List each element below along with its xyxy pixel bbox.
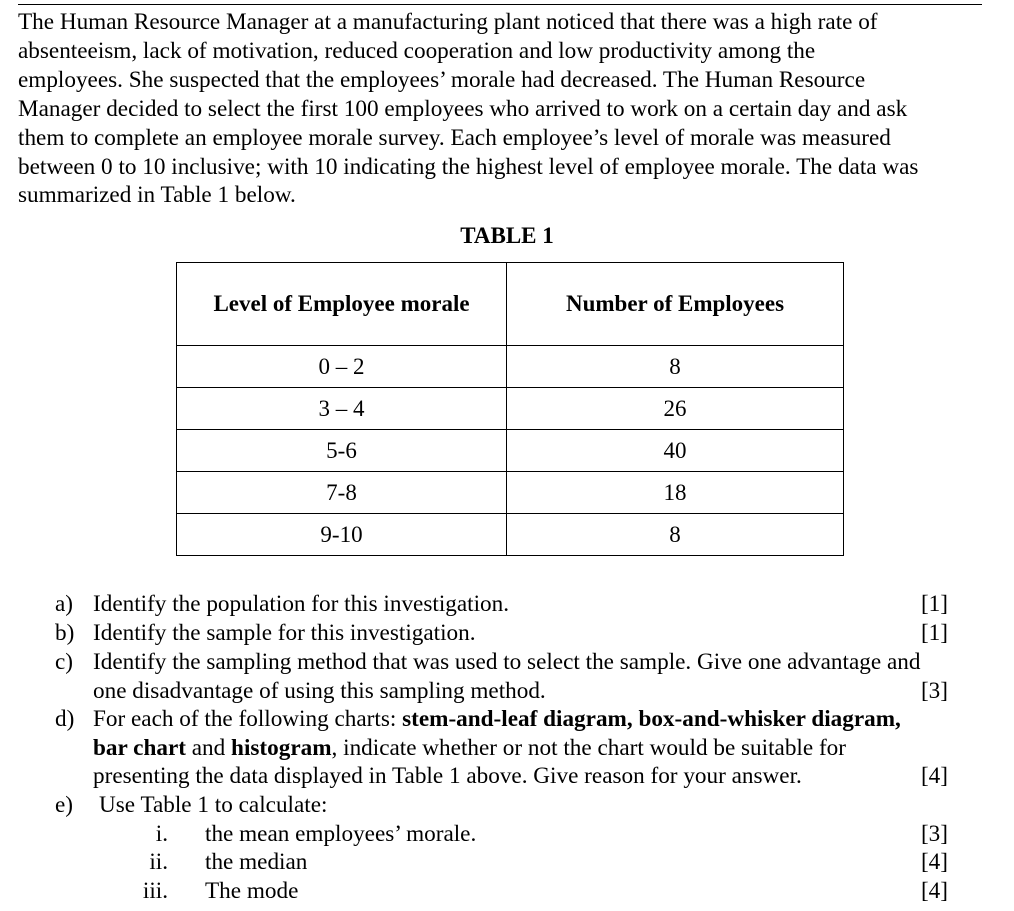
chart-types-bold: stem-and-leaf diagram, box-and-whisker diagram, — [402, 706, 901, 732]
question-text: one disadvantage of using this sampling method. — [93, 677, 546, 704]
employee-count-cell: 26 — [507, 388, 844, 430]
question-label: d) — [55, 706, 75, 732]
question-label: a) — [55, 591, 74, 617]
subquestion-label: i. — [155, 820, 168, 847]
table-row — [177, 346, 844, 388]
intro-line: between 0 to 10 inclusive; with 10 indicating the highest level of employee morale. The data was — [18, 153, 919, 180]
intro-line: absenteeism, lack of motivation, reduced cooperation and low productivity among the — [18, 37, 816, 64]
morale-level-cell: 0 – 2 — [177, 346, 507, 388]
subquestion-text: The mode — [205, 878, 299, 905]
question-text — [93, 734, 846, 763]
question-text-part: and — [185, 734, 232, 761]
header-morale-level: Level of Employee morale — [177, 263, 507, 346]
question-c — [0, 648, 1014, 708]
question-label: c) — [55, 649, 74, 675]
subquestion-text: the median — [205, 849, 308, 876]
question-text: Identify the population for this investigation. — [93, 591, 510, 617]
employee-count-cell: 8 — [507, 346, 844, 388]
subquestion-text: the mean employees’ morale. — [205, 820, 477, 847]
employee-count-cell: 40 — [507, 430, 844, 472]
chart-type-bold: bar chart — [93, 734, 186, 761]
question-text: Use Table 1 to calculate: — [99, 792, 328, 818]
question-text: Identify the sample for this investigation. — [93, 620, 476, 646]
question-text-part: , indicate whether or not the chart would be suitable for — [331, 734, 846, 761]
header-employee-count: Number of Employees — [507, 263, 844, 346]
morale-level-cell: 9-10 — [177, 514, 507, 556]
question-mark: [3] — [920, 820, 948, 847]
question-text — [93, 705, 901, 734]
question-mark: [4] — [920, 878, 948, 905]
table-title: TABLE 1 — [460, 223, 554, 248]
chart-type-bold: histogram — [231, 734, 332, 761]
question-mark: [1] — [920, 591, 948, 617]
morale-table — [176, 262, 844, 556]
subquestion-label: ii. — [149, 849, 168, 876]
morale-level-cell: 3 – 4 — [177, 388, 507, 430]
intro-line: employees. She suspected that the employees’ morale had decreased. The Human Resource — [18, 66, 866, 93]
question-text-part: For each of the following charts: — [93, 706, 403, 732]
table-row — [177, 514, 844, 556]
table-row — [177, 430, 844, 472]
question-mark: [1] — [920, 620, 948, 646]
intro-line: The Human Resource Manager at a manufacturing plant noticed that there was a high rate of — [18, 9, 878, 35]
morale-level-cell: 5-6 — [177, 430, 507, 472]
employee-count-cell: 18 — [507, 472, 844, 514]
morale-level-cell: 7-8 — [177, 472, 507, 514]
question-text: Identify the sampling method that was used to select the sample. Give one advantage and — [93, 649, 921, 675]
table-row — [177, 472, 844, 514]
employee-count-cell: 8 — [507, 514, 844, 556]
intro-line: Manager decided to select the first 100 employees who arrived to work on a certain day and ask — [18, 95, 908, 122]
table-row — [177, 388, 844, 430]
question-e — [0, 791, 1014, 907]
question-label: b) — [55, 620, 75, 646]
intro-line: them to complete an employee morale survey. Each employee’s level of morale was measured — [18, 124, 891, 151]
question-mark: [4] — [920, 763, 948, 790]
question-mark: [4] — [920, 849, 948, 876]
intro-line: summarized in Table 1 below. — [18, 182, 296, 209]
question-d — [0, 705, 1014, 793]
top-rule — [18, 4, 982, 5]
question-text: presenting the data displayed in Table 1 above. Give reason for your answer. — [93, 763, 802, 790]
question-label: e) — [55, 792, 74, 818]
question-mark: [3] — [920, 677, 948, 704]
intro-paragraph — [18, 8, 998, 210]
table-header-row — [177, 263, 844, 346]
subquestion-label: iii. — [142, 878, 168, 905]
